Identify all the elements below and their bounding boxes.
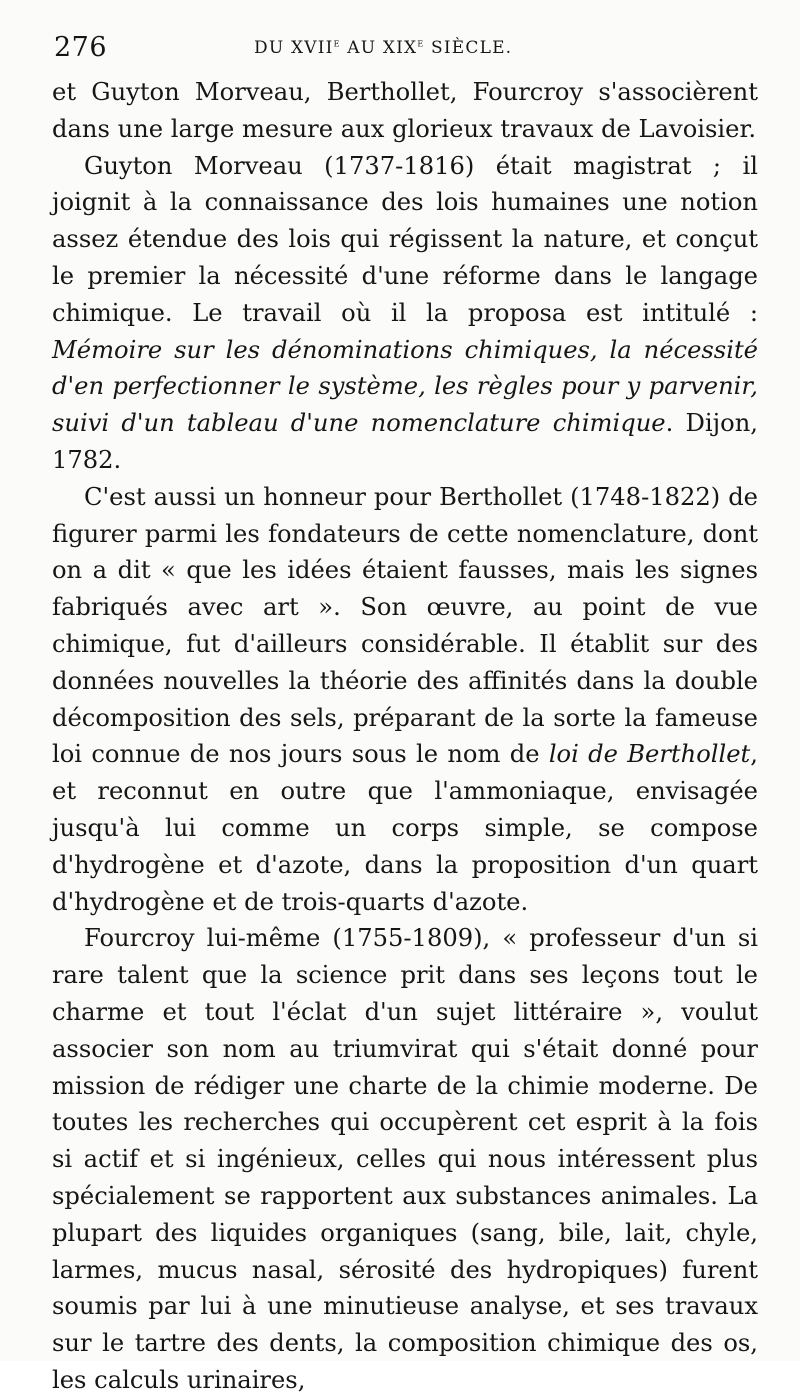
paragraph-3-text-b: , et reconnut en outre que l'ammoniaque, envisagée jusqu'à lui comme un corps simple, se compose d'hydrogène et d'azote, dans la proposition d'un quart d'hydrogène et de trois-quarts d'azote. bbox=[52, 740, 758, 916]
running-head-part3: SIÈCLE. bbox=[424, 38, 513, 58]
loi-de-berthollet: loi de Berthollet bbox=[548, 740, 751, 769]
page-header bbox=[54, 30, 754, 70]
paragraph-continuation bbox=[52, 74, 758, 148]
paragraph-guyton-morveau bbox=[52, 148, 758, 479]
body-text bbox=[52, 74, 758, 1399]
paragraph-1-text: et Guyton Morveau, Berthollet, Fourcroy s'associèrent dans une large mesure aux glorieux travaux de Lavoisier. bbox=[52, 78, 758, 143]
running-head-superscript2: e bbox=[417, 36, 425, 50]
paragraph-3-text-a: C'est aussi un honneur pour Berthollet (1748-1822) de figurer parmi les fondateurs de cette nomenclature, dont on a dit « que les idées étaient fausses, mais les signes fabriqués avec art ». Son œuvre, au point de vue chimique, fut d'ailleurs considérable. Il établit sur des données nouvelles la théorie des affinités dans la double décomposition des sels, préparant de la sorte la fameuse loi connue de nos jours sous le nom de bbox=[52, 482, 758, 769]
page-number: 276 bbox=[54, 32, 108, 63]
paragraph-4-text: Fourcroy lui-même (1755-1809), « professeur d'un si rare talent que la science prit dans ses leçons tout le charme et tout l'éclat d'un sujet littéraire », voulut associer son nom au triumvirat qui s'était donné pour mission de rédiger une charte de la chimie moderne. De toutes les recherches qui occupèrent cet esprit à la fois si actif et si ingénieux, celles qui nous intéressent plus spécialement se rapportent aux substances animales. La plupart des liquides organiques (sang, bile, lait, chyle, larmes, mucus nasal, sérosité des hydropiques) furent soumis par lui à une minutieuse analyse, et ses travaux sur le tartre des dents, la composition chimique des os, les calculs urinaires, bbox=[52, 924, 758, 1394]
memoire-title: Mémoire sur les dénominations chimiques, la nécessité d'en perfectionner le système, les règles pour y parvenir, suivi d'un tableau d'une nomenclature chimique bbox=[52, 335, 758, 438]
running-head-part2: AU XIX bbox=[340, 38, 418, 58]
paragraph-2-text-a: Guyton Morveau (1737-1816) était magistrat ; il joignit à la connaissance des lois humaines une notion assez étendue des lois qui régissent la nature, et conçut le premier la nécessité d'une réforme dans le langage chimique. Le travail où il la proposa est intitulé : bbox=[52, 151, 758, 327]
paragraph-fourcroy bbox=[52, 920, 758, 1398]
running-head bbox=[254, 38, 512, 58]
running-head-part1: DU XVII bbox=[254, 38, 334, 58]
running-head-superscript1: e bbox=[333, 36, 341, 50]
paragraph-berthollet bbox=[52, 479, 758, 921]
paragraph-2-text-b: . Dijon, 1782. bbox=[52, 409, 758, 474]
